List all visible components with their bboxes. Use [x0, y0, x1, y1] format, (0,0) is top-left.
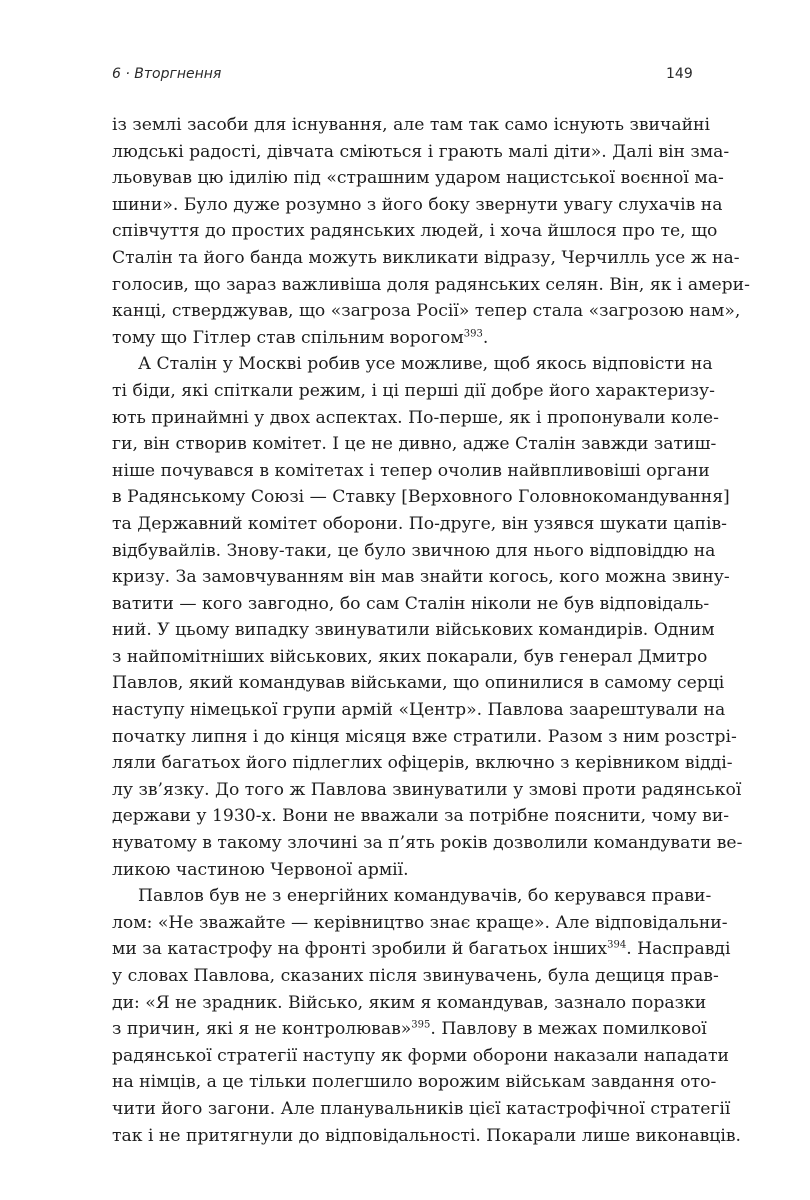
- text-line: відбувайлів. Знову-таки, це було звичною для нього відповіддю на: [112, 540, 716, 561]
- text-line: на німців, а це тільки полегшило ворожим військам завдання ото-: [112, 1072, 717, 1093]
- text-line: ті біди, які спіткали режим, і ці перші дії добре його характеризу-: [112, 380, 715, 401]
- text-line: чити його загони. Але планувальників цієї катастрофічної стратегії: [112, 1098, 731, 1119]
- text-line: лом: «Не зважайте — керівництво знає краще». Але відповідальни-: [112, 912, 728, 933]
- text-line: наступу німецької групи армій «Центр». Павлова заарештували на: [112, 700, 726, 721]
- text-line: ють принаймні у двох аспектах. По-перше, як і пропонували коле-: [112, 407, 719, 428]
- text-line: радянської стратегії наступу як форми оборони наказали нападати: [112, 1045, 729, 1066]
- page-number: 149: [666, 66, 693, 82]
- text-line: кризу. За замовчуванням він мав знайти когось, кого можна звину-: [112, 567, 730, 588]
- text-line: ний. У цьому випадку звинуватили військових командирів. Одним: [112, 620, 715, 641]
- text-line: Павлов був не з енергійних командувачів, бо керувався прави-: [138, 886, 712, 907]
- text-line: початку липня і до кінця місяця вже стратили. Разом з ним розстрі-: [112, 726, 737, 747]
- text-line: держави у 1930-х. Вони не вважали за потрібне пояснити, чому ви-: [112, 806, 730, 827]
- text-line: співчуття до простих радянських людей, і хоча йшлося про те, що: [112, 221, 718, 242]
- text-segment: ми за катастрофу на фронті зробили й багатьох інших: [112, 939, 608, 960]
- text-segment: тому що Гітлер став спільним ворогом: [112, 327, 464, 348]
- text-line: лу зв’язку. До того ж Павлова звинуватили у змові проти радянської: [112, 779, 742, 800]
- text-line: [112, 1016, 707, 1043]
- text-line: ликою частиною Червоної армії.: [112, 859, 409, 880]
- text-line: людські радості, дівчата сміються і грають малі діти». Далі він зма-: [112, 141, 730, 162]
- text-segment: . Павлову в межах помилкової: [430, 1019, 707, 1040]
- text-line: та Державний комітет оборони. По-друге, він узявся шукати цапів-: [112, 513, 727, 534]
- text-line: [112, 936, 731, 963]
- text-line: льовував цю ідилію під «страшним ударом нацистської воєнної ма-: [112, 168, 724, 189]
- footnote-ref: 394: [607, 939, 627, 951]
- text-line: ляли багатьох його підлеглих офіцерів, включно з керівником відді-: [112, 753, 733, 774]
- footnote-ref: 393: [463, 328, 483, 340]
- text-line: тому що Гітлер став спільним ворогом$^{393}$.: [112, 327, 489, 348]
- text-line: ги, він створив комітет. І це не дивно, адже Сталін завжди затиш-: [112, 434, 717, 455]
- footnote-ref: 395: [411, 1019, 431, 1031]
- text-line: в Радянському Союзі — Ставку [Верховного Головнокомандування]: [112, 487, 730, 508]
- text-line: А Сталін у Москві робив усе можливе, щоб якось відповісти на: [138, 354, 713, 375]
- text-line: голосив, що зараз важливіша доля радянських селян. Він, як і амери-: [112, 274, 750, 295]
- text-line: так і не притягнули до відповідальності. Покарали лише виконавців.: [112, 1125, 741, 1146]
- text-line: з найпомітніших військових, яких покарали, був генерал Дмитро: [112, 646, 708, 667]
- text-segment: . Насправді: [626, 939, 731, 960]
- text-line: ніше почувався в комітетах і тепер очолив найвпливовіші органи: [112, 460, 710, 481]
- running-head: 6 · Вторгнення: [112, 66, 222, 82]
- text-line: Павлов, який командував військами, що опинилися в самому серці: [112, 673, 725, 694]
- body-text: [112, 112, 750, 1149]
- text-segment: з причин, які я не контролював»: [112, 1019, 412, 1040]
- text-line: шини». Було дуже розумно з його боку звернути увагу слухачів на: [112, 194, 723, 215]
- text-line: канці, стверджував, що «загроза Росії» тепер стала «загрозою нам»,: [112, 301, 741, 322]
- text-line: ватити — кого завгодно, бо сам Сталін ніколи не був відповідаль-: [112, 593, 710, 614]
- text-line: Сталін та його банда можуть викликати відразу, Черчилль усе ж на-: [112, 247, 740, 268]
- text-line: у словах Павлова, сказаних після звинувачень, була дещиця прав-: [112, 966, 719, 986]
- text-line: нуватому в такому злочині за п’ять років дозволили командувати ве-: [112, 833, 743, 854]
- text-line: ди: «Я не зрадник. Військо, яким я командував, зазнало поразки: [112, 992, 707, 1013]
- text-line: із землі засоби для існування, але там так само існують звичайні: [112, 115, 711, 135]
